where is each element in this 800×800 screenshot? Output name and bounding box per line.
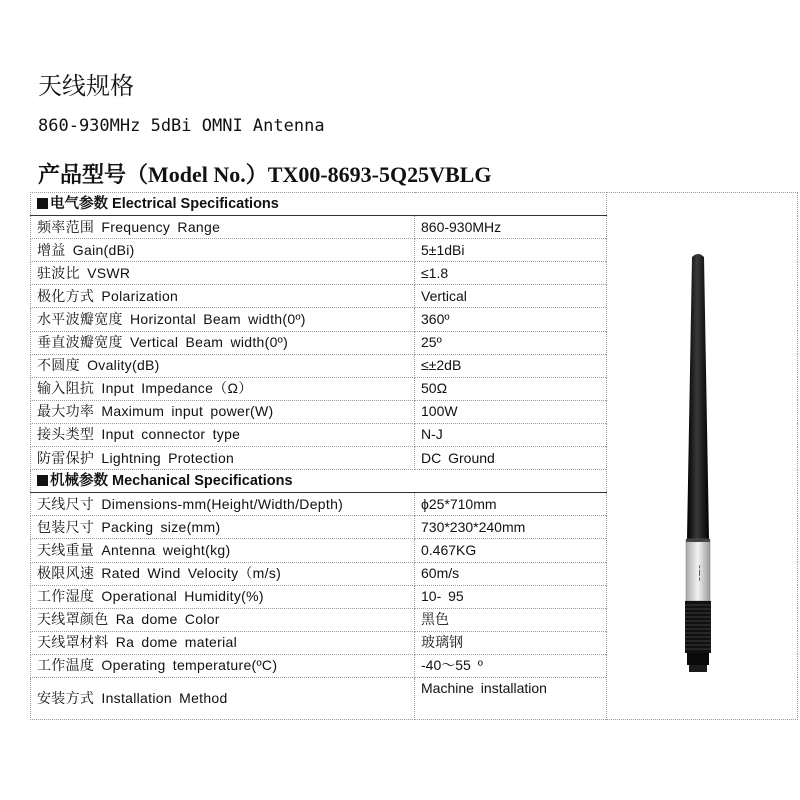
spec-label: 接头类型 Input connector type: [31, 423, 415, 446]
spec-value: ≤±2dB: [415, 354, 607, 377]
section-title-mechanical: 机械参数 Mechanical Specifications: [50, 472, 293, 489]
spec-value: 黑色: [415, 608, 607, 631]
spec-value: 60m/s: [415, 562, 607, 585]
spec-label: 输入阻抗 Input Impedance（Ω）: [31, 377, 415, 400]
spec-value: Vertical: [415, 285, 607, 308]
spec-value: -40～55 º: [415, 654, 607, 677]
spec-label: 最大功率 Maximum input power(W): [31, 400, 415, 423]
spec-label: 不圆度 Ovality(dB): [31, 354, 415, 377]
antenna-icon: [607, 193, 797, 713]
spec-value: 玻璃钢: [415, 631, 607, 654]
spec-value: 10- 95: [415, 585, 607, 608]
spec-label: 增益 Gain(dBi): [31, 239, 415, 262]
black-square-icon: [37, 198, 48, 209]
black-square-icon: [37, 475, 48, 486]
page-title-cn: 天线规格: [38, 72, 134, 100]
spec-value: 860-930MHz: [415, 216, 607, 239]
spec-value: 360º: [415, 308, 607, 331]
spec-label: 驻波比 VSWR: [31, 262, 415, 285]
spec-value: 25º: [415, 331, 607, 354]
spec-label: 极化方式 Polarization: [31, 285, 415, 308]
svg-text:━ ━━ ━: ━ ━━ ━: [696, 565, 702, 581]
spec-label: 包装尺寸 Packing size(mm): [31, 516, 415, 539]
section-header-electrical: [31, 193, 798, 216]
spec-value: 730*230*240mm: [415, 516, 607, 539]
spec-label: 垂直波瓣宽度 Vertical Beam width(0º): [31, 331, 415, 354]
spec-value: ≤1.8: [415, 262, 607, 285]
page-title-en: 860-930MHz 5dBi OMNI Antenna: [38, 116, 325, 136]
spec-label: 工作温度 Operating temperature(ºC): [31, 654, 415, 677]
spec-value: 5±1dBi: [415, 239, 607, 262]
spec-label: 极限风速 Rated Wind Velocity（m/s): [31, 562, 415, 585]
spec-value: ϕ25*710mm: [415, 493, 607, 516]
spec-value: N-J: [415, 423, 607, 446]
spec-label: 频率范围 Frequency Range: [31, 216, 415, 239]
spec-label: 天线尺寸 Dimensions-mm(Height/Width/Depth): [31, 493, 415, 516]
spec-label: 天线罩颜色 Ra dome Color: [31, 608, 415, 631]
spec-value: Machine installation: [415, 677, 607, 719]
antenna-image: [607, 193, 797, 719]
spec-label: 天线罩材料 Ra dome material: [31, 631, 415, 654]
spec-label: 水平波瓣宽度 Horizontal Beam width(0º): [31, 308, 415, 331]
spec-value: DC Ground: [415, 447, 607, 470]
section-title-electrical: 电气参数 Electrical Specifications: [50, 195, 279, 212]
spec-value: 100W: [415, 400, 607, 423]
antenna-image-cell: [607, 193, 798, 720]
spec-label: 安装方式 Installation Method: [31, 677, 415, 719]
spec-label: 天线重量 Antenna weight(kg): [31, 539, 415, 562]
model-number-title: 产品型号（Model No.）TX00-8693-5Q25VBLG: [38, 162, 492, 187]
spec-value: 50Ω: [415, 377, 607, 400]
spec-table: [30, 192, 798, 720]
spec-value: 0.467KG: [415, 539, 607, 562]
spec-label: 工作湿度 Operational Humidity(%): [31, 585, 415, 608]
spec-label: 防雷保护 Lightning Protection: [31, 447, 415, 470]
